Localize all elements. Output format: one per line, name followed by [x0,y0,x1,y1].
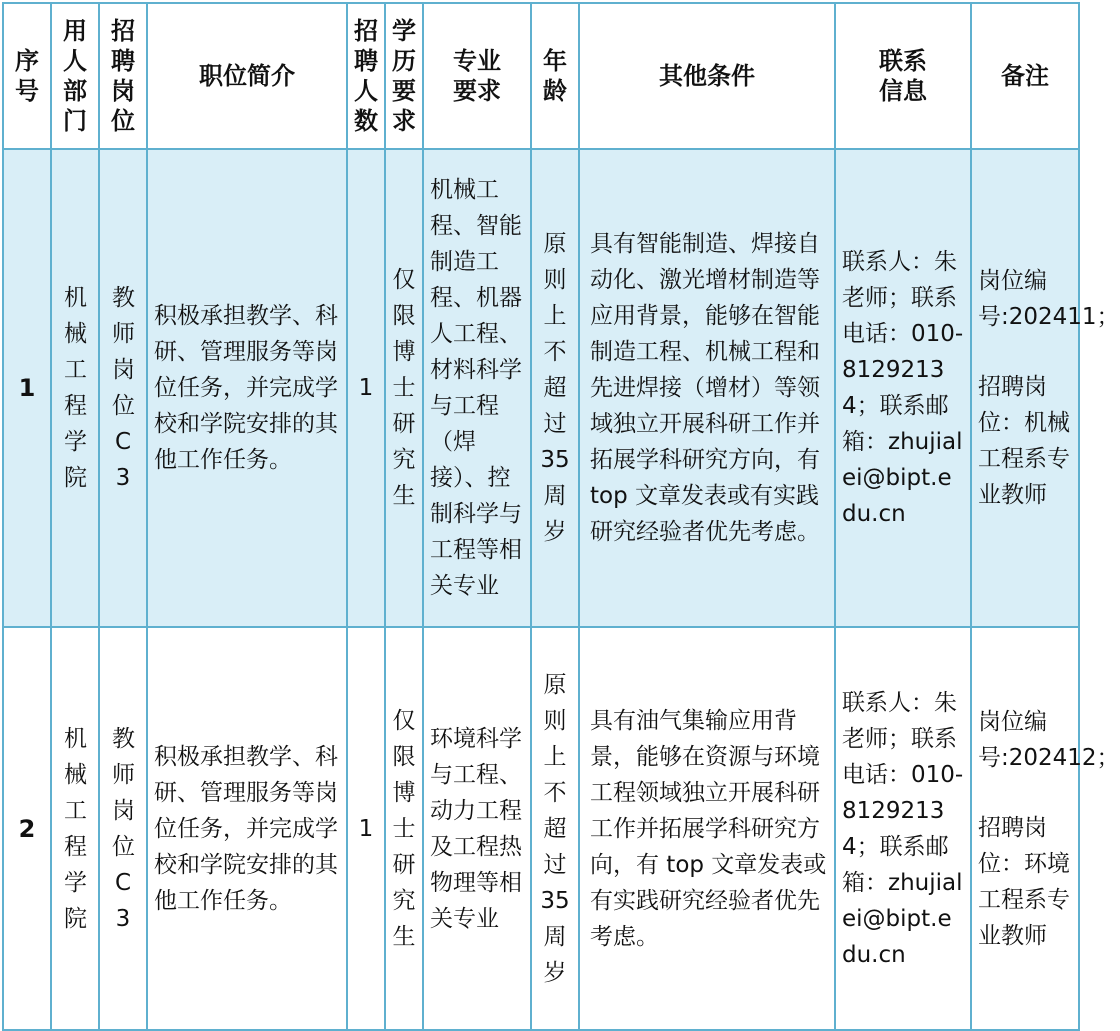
cell-dept: 机械工程学院 [51,149,99,627]
cell-age: 原则上不超过35周岁 [531,149,579,627]
cell-major: 机械工程、智能制造工程、机器人工程、材料科学与工程（焊接）、控制科学与工程等相关专业 [423,149,531,627]
cell-dept: 机械工程学院 [51,627,99,1030]
cell-other: 具有油气集输应用背景，能够在资源与环境工程领域独立开展科研工作并拓展学科研究方向，有 top 文章发表或有实践研究经验者优先考虑。 [579,627,835,1030]
header-age: 年龄 [531,3,579,149]
cell-edu: 仅限博士研究生 [385,627,423,1030]
header-remark: 备注 [971,3,1079,149]
header-dept: 用人部门 [51,3,99,149]
header-row [3,3,1079,149]
table-row [3,149,1079,627]
cell-other: 具有智能制造、焊接自动化、激光增材制造等应用背景，能够在智能制造工程、机械工程和先进焊接（增材）等领域独立开展科研工作并拓展学科研究方向，有top 文章发表或有实践研究经验者优先考虑。 [579,149,835,627]
recruitment-table [2,2,1120,1031]
header-post: 招聘岗位 [99,3,147,149]
header-seq: 序号 [3,3,51,149]
cell-seq: 2 [3,627,51,1030]
header-count: 招聘人数 [347,3,385,149]
remark-gap [978,776,1074,810]
cell-contact: 联系人：朱老师；联系电话：010-81292134；联系邮箱：zhujialei@bipt.edu.cn [835,149,971,627]
header-edu: 学历要求 [385,3,423,149]
remark-post-name: 招聘岗位：机械工程系专业教师 [978,374,1070,508]
remark-gap [978,335,1074,369]
header-intro: 职位简介 [147,3,347,149]
cell-intro: 积极承担教学、科研、管理服务等岗位任务，并完成学校和学院安排的其他工作任务。 [147,149,347,627]
remark-post-code: 岗位编号:202412； [978,708,1120,771]
cell-post: 教师岗位C3 [99,627,147,1030]
cell-post: 教师岗位C3 [99,149,147,627]
cell-count: 1 [347,627,385,1030]
cell-seq: 1 [3,149,51,627]
cell-age: 原则上不超过35周岁 [531,627,579,1030]
cell-edu: 仅限博士研究生 [385,149,423,627]
cell-contact: 联系人：朱老师；联系电话：010-81292134；联系邮箱：zhujialei@bipt.edu.cn [835,627,971,1030]
cell-intro: 积极承担教学、科研、管理服务等岗位任务，并完成学校和学院安排的其他工作任务。 [147,627,347,1030]
cell-remark [971,149,1120,627]
remark-post-name: 招聘岗位：环境工程系专业教师 [978,814,1070,949]
header-major: 专业要求 [423,3,531,149]
cell-major: 环境科学与工程、动力工程及工程热物理等相关专业 [423,627,531,1030]
remark-post-code: 岗位编号:202411； [978,268,1120,330]
cell-remark [971,627,1120,1030]
header-other: 其他条件 [579,3,835,149]
cell-count: 1 [347,149,385,627]
table-row [3,627,1079,1030]
header-contact: 联系信息 [835,3,971,149]
